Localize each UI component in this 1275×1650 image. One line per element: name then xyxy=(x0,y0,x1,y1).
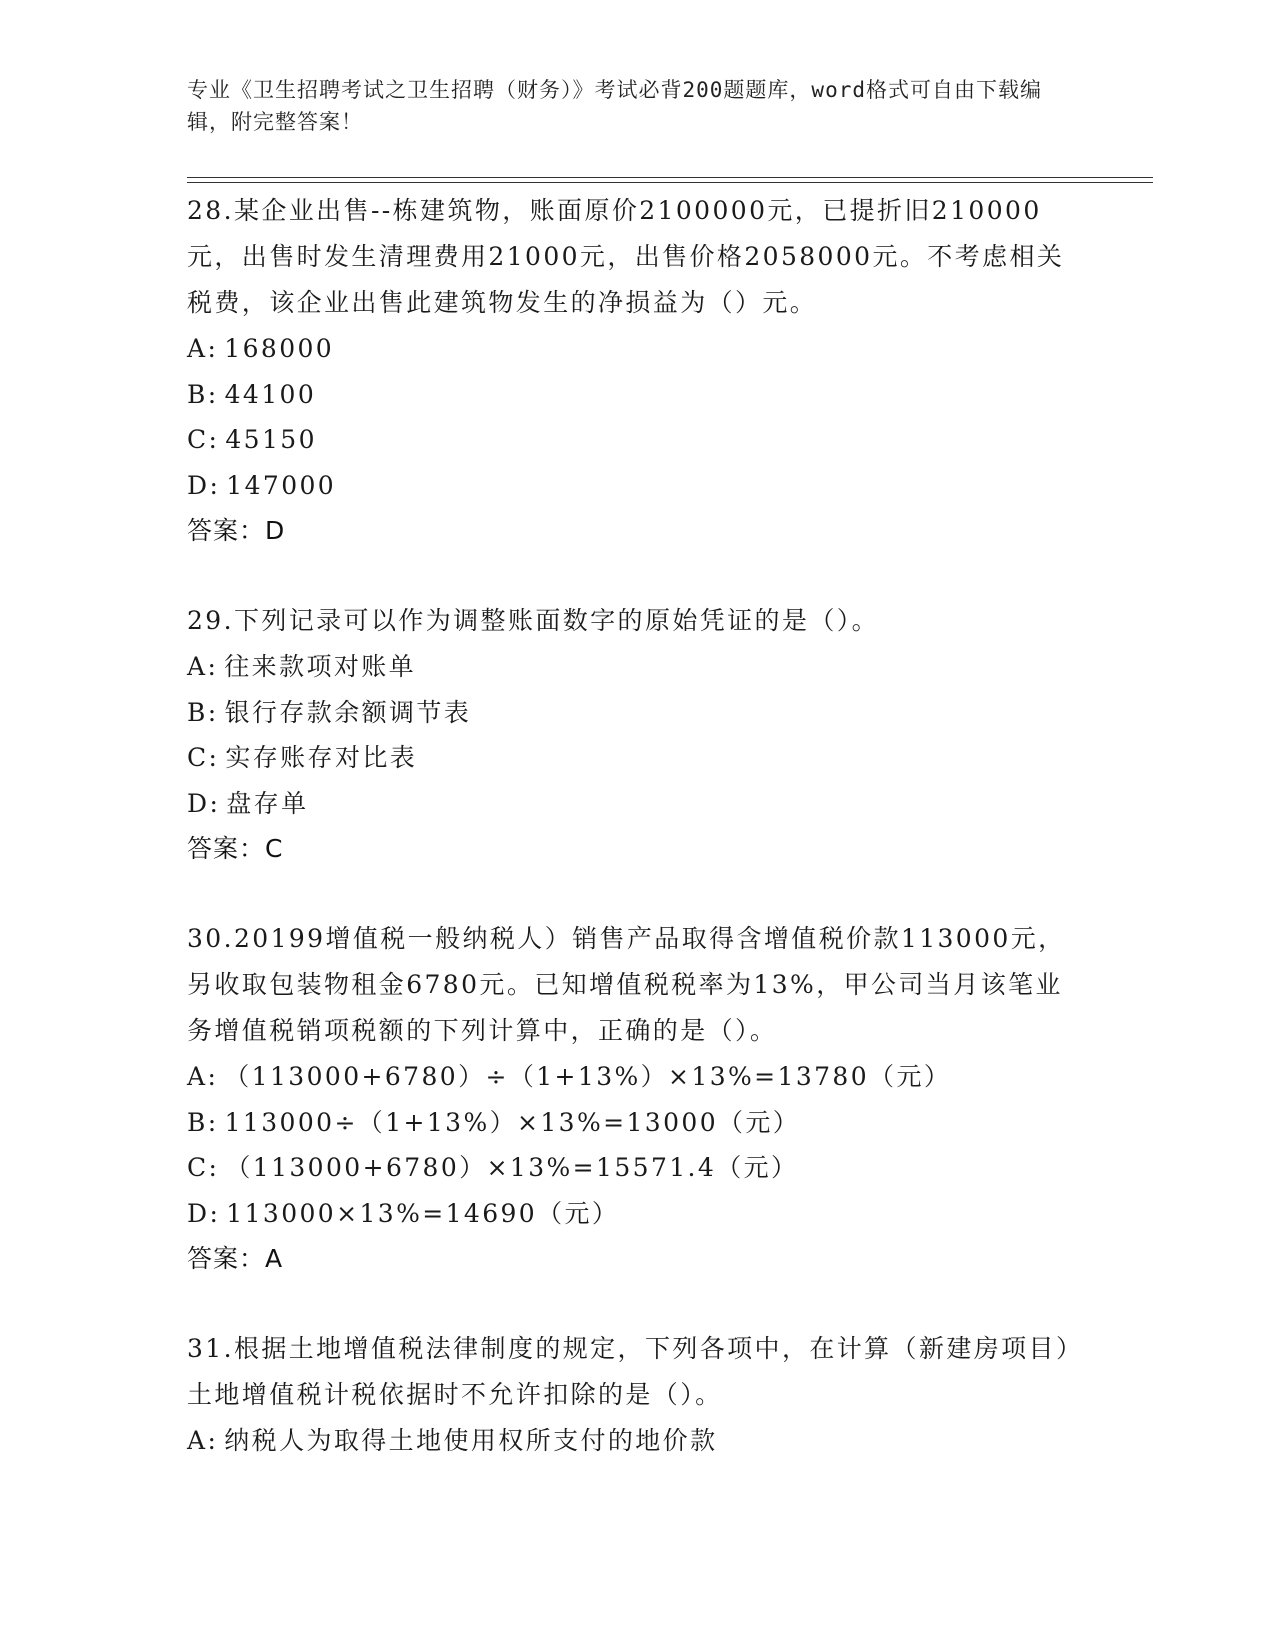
option-text: 实存账存对比表 xyxy=(225,743,418,772)
option-d xyxy=(187,1191,1087,1237)
document-header: 专业《卫生招聘考试之卫生招聘（财务）》考试必背200题题库，word格式可自由下载编辑，附完整答案！ xyxy=(187,78,1042,134)
option-b xyxy=(187,690,1087,736)
question-list xyxy=(187,188,1087,1464)
option-letter: C: xyxy=(187,1153,220,1182)
option-letter: A: xyxy=(187,652,219,681)
question-text: 28.某企业出售--栋建筑物，账面原价2100000元，已提折旧210000元，出售时发生清理费用21000元，出售价格2058000元。不考虑相关税费，该企业出售此建筑物发生的净损益为（）元。 xyxy=(187,196,1065,317)
option-letter: A: xyxy=(187,334,219,363)
option-d xyxy=(187,781,1087,827)
option-c xyxy=(187,1145,1087,1191)
answer-line: 答案：D xyxy=(187,516,286,545)
answer-line: 答案：A xyxy=(187,1244,284,1273)
option-letter: A: xyxy=(187,1426,219,1455)
question-text: 30.20199增值税一般纳税人）销售产品取得含增值税价款113000元，另收取包装物租金6780元。已知增值税税率为13%，甲公司当月该笔业务增值税销项税额的下列计算中，正确的是（）。 xyxy=(187,924,1066,1045)
option-d xyxy=(187,463,1087,509)
option-a xyxy=(187,1418,1087,1464)
option-letter: B: xyxy=(187,697,219,727)
option-text: 113000×13%=14690（元） xyxy=(226,1198,620,1228)
option-text: 168000 xyxy=(224,334,335,363)
option-text: （113000+6780）÷（1+13%）×13%=13780（元） xyxy=(224,1062,952,1091)
option-letter: B: xyxy=(187,379,219,409)
option-letter: A: xyxy=(187,1062,219,1091)
option-c xyxy=(187,735,1087,781)
option-text: 银行存款余额调节表 xyxy=(224,697,472,727)
option-text: 45150 xyxy=(225,425,317,454)
option-text: 纳税人为取得土地使用权所支付的地价款 xyxy=(224,1426,718,1455)
option-a xyxy=(187,1054,1087,1100)
header-rule-bottom xyxy=(187,182,1153,183)
option-c xyxy=(187,417,1087,463)
option-a xyxy=(187,326,1087,372)
option-letter: D: xyxy=(187,470,221,500)
option-letter: C: xyxy=(187,425,220,454)
question-28 xyxy=(187,188,1087,554)
question-30 xyxy=(187,916,1087,1282)
option-a xyxy=(187,644,1087,690)
option-letter: B: xyxy=(187,1107,219,1137)
option-letter: C: xyxy=(187,743,220,772)
header-rule-top xyxy=(187,177,1153,178)
question-text: 29.下列记录可以作为调整账面数字的原始凭证的是（）。 xyxy=(187,606,880,635)
option-letter: D: xyxy=(187,788,221,818)
option-text: （113000+6780）×13%=15571.4（元） xyxy=(225,1153,799,1182)
option-letter: D: xyxy=(187,1198,221,1228)
option-text: 44100 xyxy=(224,379,317,409)
option-b xyxy=(187,372,1087,418)
option-b xyxy=(187,1100,1087,1146)
option-text: 往来款项对账单 xyxy=(224,652,417,681)
question-text: 31.根据土地增值税法律制度的规定，下列各项中，在计算（新建房项目）土地增值税计税依据时不允许扣除的是（）。 xyxy=(187,1334,1084,1409)
option-text: 147000 xyxy=(226,470,337,500)
answer-line: 答案：C xyxy=(187,834,284,863)
option-text: 113000÷（1+13%）×13%=13000（元） xyxy=(224,1107,801,1137)
question-31 xyxy=(187,1326,1087,1464)
option-text: 盘存单 xyxy=(226,788,309,818)
question-29 xyxy=(187,598,1087,872)
